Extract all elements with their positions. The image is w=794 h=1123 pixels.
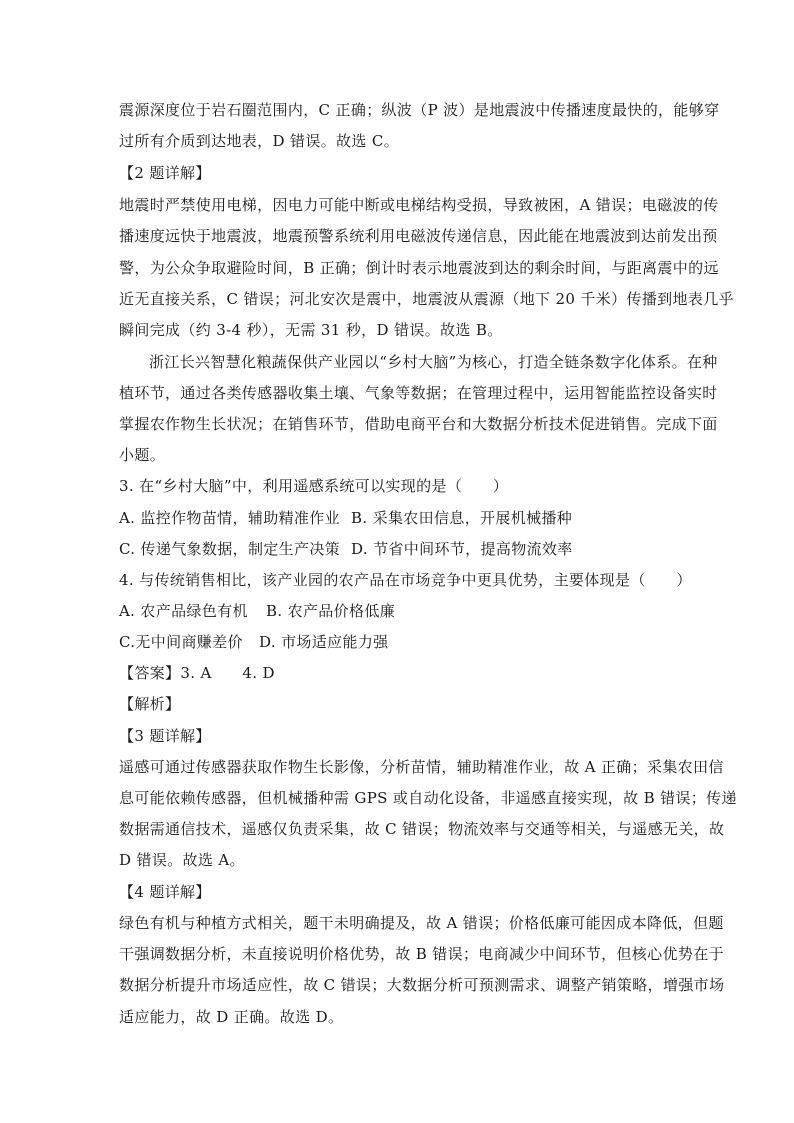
q4-detail-line1: 绿色有机与种植方式相关，题干未明确提及，故 A 错误；价格低廉可能因成本降低，但题 (119, 914, 724, 932)
answer-line: 【答案】3. A 4. D (119, 664, 275, 682)
q2-detail-line2: 播速度远快于地震波，地震预警系统利用电磁波传递信息，因此能在地震波到达前发出预 (119, 227, 718, 245)
analysis-heading: 【解析】 (119, 695, 181, 713)
q4-detail-line2: 干强调数据分析，未直接说明价格优势，故 B 错误；电商减少中间环节，但核心优势在于 (119, 945, 724, 963)
q2-detail-line4: 近无直接关系，C 错误；河北安次是震中，地震波从震源（地下 20 千米）传播到地表几乎 (119, 290, 734, 308)
q2-heading: 【2 题详解】 (119, 164, 211, 182)
paragraph1-line2: 过所有介质到达地表，D 错误。故选 C。 (119, 132, 400, 150)
question3-option-c: C. 传递气象数据，制定生产决策 (119, 540, 341, 558)
passage-line3: 掌握农作物生长状况；在销售环节，借助电商平台和大数据分析技术促进销售。完成下面 (119, 415, 718, 433)
q3-detail-line2: 息可能依赖传感器，但机械播种需 GPS 或自动化设备，非遥感直接实现，故 B 错误；传递 (119, 789, 737, 807)
q4-detail-line3: 数据分析提升市场适应性，故 C 错误；大数据分析可预测需求、调整产销策略，增强市场 (119, 976, 725, 994)
question4-stem: 4. 与传统销售相比，该产业园的农产品在市场竞争中更具优势，主要体现是（ ） (119, 571, 692, 589)
question3-option-b: B. 采集农田信息，开展机械播种 (351, 509, 573, 527)
question4-option-a: A. 农产品绿色有机 (119, 602, 248, 620)
q2-detail-line5: 瞬间完成（约 3-4 秒），无需 31 秒，D 错误。故选 B。 (119, 321, 503, 339)
q3-detail-line1: 遥感可通过传感器获取作物生长影像，分析苗情，辅助精准作业，故 A 正确；采集农田信 (119, 758, 724, 776)
q2-detail-line3: 警，为公众争取避险时间，B 正确；倒计时表示地震波到达的剩余时间，与距离震中的远 (119, 259, 719, 277)
q4-detail-line4: 适应能力，故 D 正确。故选 D。 (119, 1008, 344, 1026)
passage-line2: 植环节，通过各类传感器收集土壤、气象等数据；在管理过程中，运用智能监控设备实时 (119, 384, 718, 402)
q2-detail-line1: 地震时严禁使用电梯，因电力可能中断或电梯结构受损，导致被困，A 错误；电磁波的传 (119, 196, 719, 214)
question4-option-c: C.无中间商赚差价 (119, 633, 243, 651)
question3-option-d: D. 节省中间环节，提高物流效率 (351, 540, 573, 558)
question3-option-a: A. 监控作物苗情，辅助精准作业 (119, 509, 340, 527)
q3-detail-line3: 数据需通信技术，遥感仅负责采集，故 C 错误；物流效率与交通等相关，与遥感无关，故 (119, 820, 725, 838)
question4-option-b: B. 农产品价格低廉 (266, 602, 396, 620)
q3-detail-line4: D 错误。故选 A。 (119, 851, 245, 869)
passage-line1: 浙江长兴智慧化粮蔬保供产业园以“乡村大脑”为核心，打造全链条数字化体系。在种 (149, 353, 718, 371)
q4-heading: 【4 题详解】 (119, 883, 211, 901)
question3-stem: 3. 在“乡村大脑”中，利用遥感系统可以实现的是（ ） (119, 477, 509, 495)
paragraph1-line1: 震源深度位于岩石圈范围内，C 正确；纵波（P 波）是地震波中传播速度最快的，能够穿 (119, 101, 720, 119)
q3-heading: 【3 题详解】 (119, 727, 211, 745)
question4-option-d: D. 市场适应能力强 (259, 633, 389, 651)
passage-line4: 小题。 (119, 446, 166, 464)
